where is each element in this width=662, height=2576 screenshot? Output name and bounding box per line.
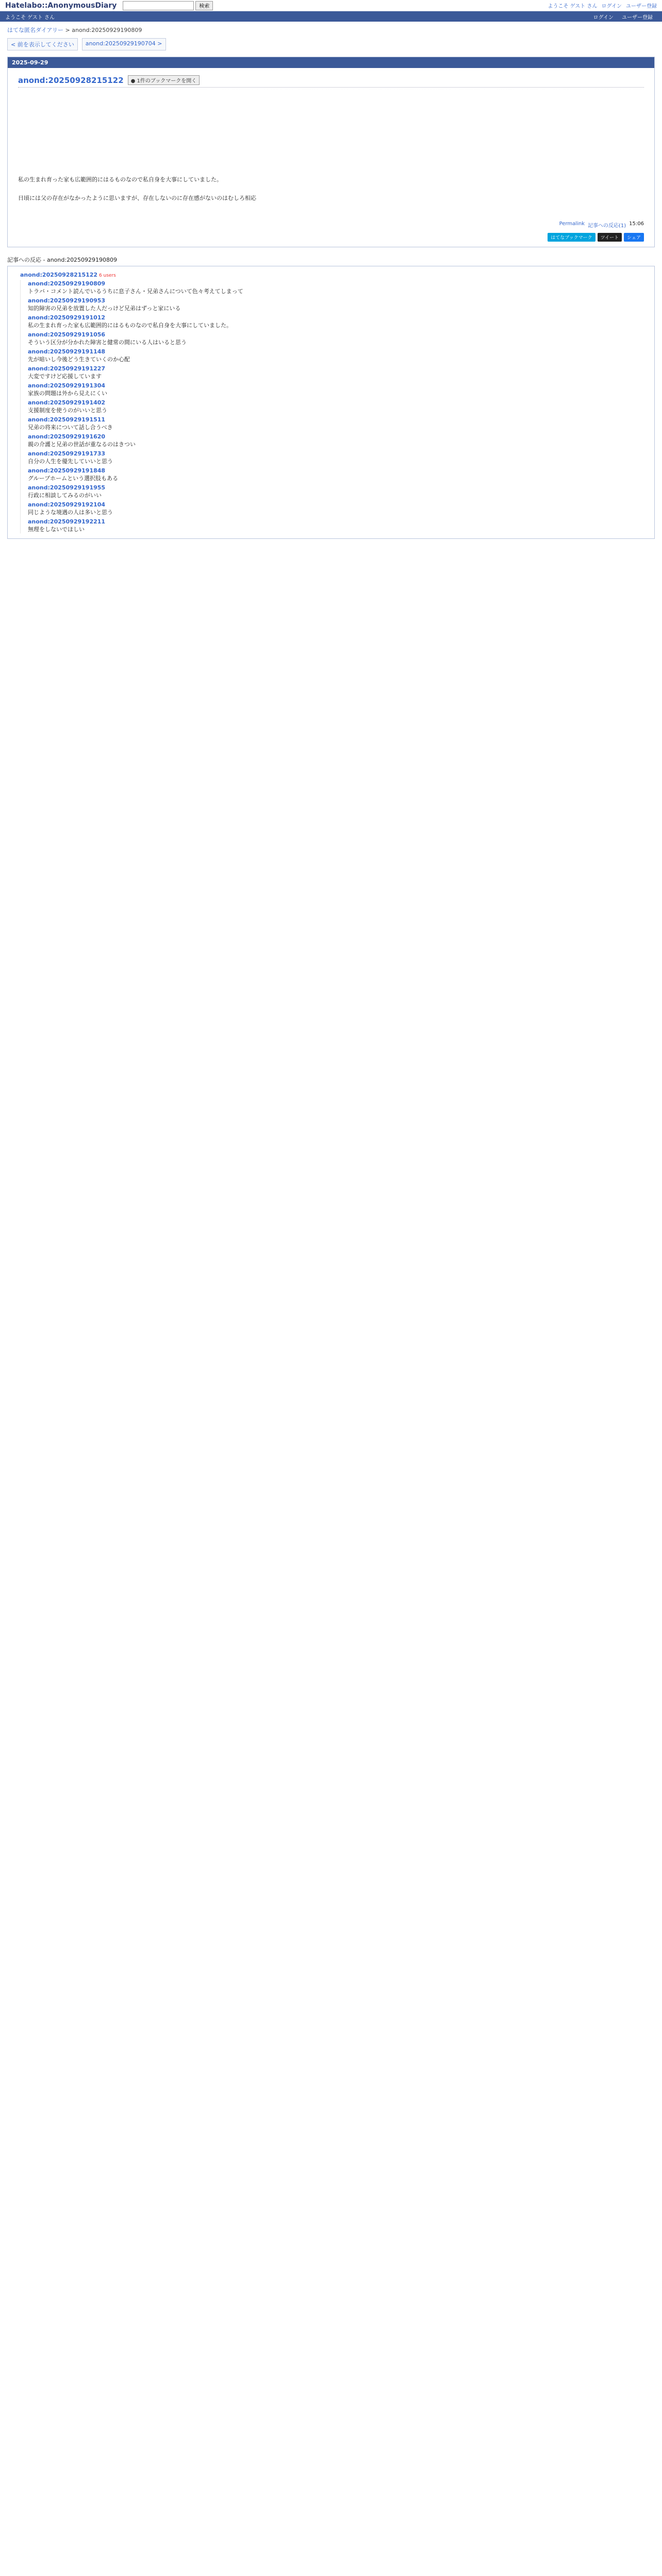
tree-item: [28, 501, 649, 516]
top-link-login[interactable]: ログイン: [601, 4, 622, 9]
tree-item-link[interactable]: anond:20250929191733: [28, 450, 106, 457]
tree-item-link[interactable]: anond:20250929191620: [28, 433, 106, 440]
top-links: [548, 2, 657, 9]
tree-item-text: 同じような境遇の人は多いと思う: [28, 509, 113, 516]
entry-time: 15:06: [629, 221, 644, 227]
tree-item-text: 大変ですけど応援しています: [28, 373, 102, 380]
tree-item: [28, 314, 649, 329]
tree-item-link[interactable]: anond:20250929192104: [28, 501, 106, 509]
tree-item: [28, 416, 649, 431]
tree-item-text: 親の介護と兄弟の世話が重なるのはきつい: [28, 441, 136, 448]
tree-item: [28, 433, 649, 448]
subnav-register[interactable]: ユーザー登録: [622, 14, 653, 21]
tree-item-text: トラバ・コメント読んでいるうちに息子さん・兄弟さんについて色々考えてしまって: [28, 288, 243, 295]
users-badge[interactable]: 6 users: [97, 273, 116, 279]
sub-navigation: [0, 11, 662, 22]
entry-paragraph: 私の生まれ育った家も広範囲的にはるものなので私自身を大事にしていました。: [18, 176, 222, 183]
tree-item-link[interactable]: anond:20250929191402: [28, 399, 106, 406]
tree-item: [28, 280, 649, 295]
tree-item: [28, 518, 649, 533]
tree-item-link[interactable]: anond:20250929191848: [28, 467, 106, 474]
tree-item: [28, 382, 649, 397]
tree-item-text: 支援制度を使うのがいいと思う: [28, 407, 107, 414]
breadcrumb: [0, 22, 662, 35]
breadcrumb-home[interactable]: はてな匿名ダイアリー: [7, 27, 64, 33]
search-button[interactable]: 検索: [195, 1, 213, 10]
prev-link[interactable]: < 前を表示してください: [7, 38, 78, 50]
tree-children: [20, 280, 649, 533]
tree-item-text: 兄弟の将来について話し合うべき: [28, 424, 113, 431]
tree-item-link[interactable]: anond:20250929191955: [28, 484, 106, 492]
tree-item-text: 行政に相談してみるのがいい: [28, 492, 102, 499]
tree-item-link[interactable]: anond:20250929191304: [28, 382, 106, 389]
entry-footer: [8, 217, 654, 233]
pager-links: [0, 35, 662, 54]
breadcrumb-separator: >: [65, 27, 70, 33]
tree-item-text: 自分の人生を優先していいと思う: [28, 458, 113, 465]
trackback-tree: [7, 266, 655, 539]
tree-item-link[interactable]: anond:20250929191012: [28, 314, 106, 321]
subnav-welcome[interactable]: ようこそ ゲスト さん: [5, 14, 55, 21]
entry-text: [18, 175, 644, 202]
breadcrumb-current: anond:20250929190809: [72, 27, 142, 33]
hatebu-share-button[interactable]: はてなブックマーク: [548, 233, 595, 242]
trackback-link[interactable]: 記事への反応(1): [588, 223, 626, 229]
tree-item-link[interactable]: anond:20250929190809: [28, 280, 106, 287]
tree-item: [28, 365, 649, 380]
tweet-button[interactable]: ツイート: [598, 233, 622, 242]
tree-item-link[interactable]: anond:20250929191227: [28, 365, 106, 372]
entry-date: 2025-09-29: [8, 57, 654, 68]
entry-container: [7, 57, 655, 247]
share-bar: [8, 233, 654, 247]
tree-item: [28, 467, 649, 482]
tree-item-link[interactable]: anond:20250929191148: [28, 348, 106, 355]
facebook-share-button[interactable]: シェア: [624, 233, 644, 242]
top-link-welcome[interactable]: ようこそ ゲスト さん: [548, 4, 598, 9]
tree-item-link[interactable]: anond:20250929192211: [28, 518, 106, 526]
tree-item-text: 知的障害の兄弟を放置した人だっけど兄弟はずっと家にいる: [28, 305, 181, 312]
tree-item: [28, 450, 649, 465]
tree-item-link[interactable]: anond:20250928215122: [20, 272, 98, 279]
top-link-register[interactable]: ユーザー登録: [626, 4, 657, 9]
entry-paragraph: 日頃には父の存在がなかったように思いますが、存在しないのに存在感がないのはむしろ相応: [18, 194, 256, 201]
tree-item-text: 私の生まれ育った家も広範囲的にはるものなので私自身を大事にしていました。: [28, 322, 232, 329]
site-logo[interactable]: Hatelabo::AnonymousDiary: [5, 1, 117, 10]
entry-title[interactable]: anond:20250928215122: [18, 75, 124, 85]
entry-title-row: [18, 75, 644, 88]
tree-item-link[interactable]: anond:20250929190953: [28, 297, 106, 304]
tree-item-text: 先が暗いし今後どう生きていくのか心配: [28, 356, 130, 363]
tree-item-text: グループホームという選択肢もある: [28, 475, 119, 482]
bookmark-button[interactable]: ● 1件のブックマークを開く: [128, 75, 200, 85]
tree-item: [28, 348, 649, 363]
entry-body: [8, 68, 654, 217]
trackback-title: 記事への反応 - anond:20250929190809: [7, 257, 118, 264]
search-input[interactable]: [123, 1, 194, 10]
tree-item-link[interactable]: anond:20250929191511: [28, 416, 106, 423]
tree-item: [28, 331, 649, 346]
tree-item-text: そういう区分が分かれた障害と健常の間にいる人はいると思う: [28, 339, 187, 346]
tree-item-link[interactable]: anond:20250929191056: [28, 331, 106, 338]
tree-item: [28, 484, 649, 499]
subnav-login[interactable]: ログイン: [593, 14, 614, 21]
tree-item-text: 無理をしないでほしい: [28, 526, 85, 533]
tree-root: [13, 272, 649, 533]
permalink-link[interactable]: Permalink: [559, 221, 585, 227]
tree-item: [28, 297, 649, 312]
next-link[interactable]: anond:20250929190704 >: [82, 38, 166, 50]
tree-item: [28, 399, 649, 414]
top-header-bar: [0, 0, 662, 11]
tree-item: [20, 272, 649, 533]
tree-item-text: 家族の問題は外から見えにくい: [28, 390, 107, 397]
